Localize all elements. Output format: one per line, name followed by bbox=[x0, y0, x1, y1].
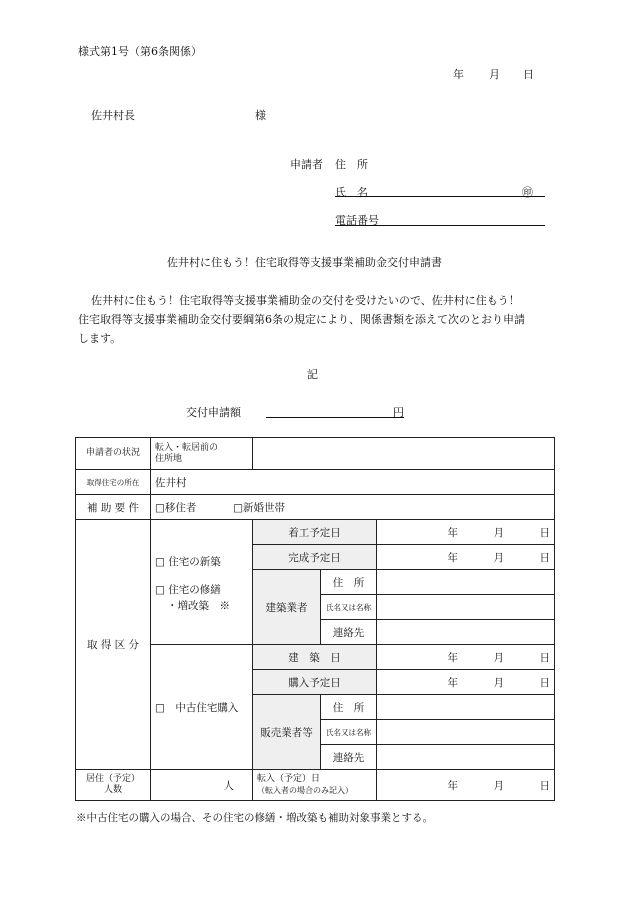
body-line-3: します。 bbox=[78, 332, 122, 345]
renovate-note: ・増改築 ※ bbox=[167, 600, 230, 612]
move-in-label: 転入（予定）日 （転入者の場合のみ記入） bbox=[253, 770, 377, 801]
footnote: ※中古住宅の購入の場合、その住宅の修繕・増改築も補助対象事業とする。 bbox=[76, 812, 433, 824]
seller-address-input[interactable] bbox=[377, 695, 555, 720]
seller-label: 販売業者等 bbox=[253, 695, 321, 770]
table-row bbox=[76, 770, 555, 801]
status-label: 申請者の状況 bbox=[76, 438, 151, 470]
table-row bbox=[76, 520, 555, 545]
complete-date-label: 完成予定日 bbox=[253, 545, 377, 570]
checkbox-new-build[interactable]: □ 住宅の新築 bbox=[155, 556, 221, 568]
date-year: 年 bbox=[453, 68, 464, 81]
prev-address-input[interactable] bbox=[253, 438, 555, 470]
amount-unit: 円 bbox=[393, 406, 404, 419]
builder-name-input[interactable] bbox=[377, 595, 555, 620]
table-row bbox=[76, 438, 555, 470]
builder-address-input[interactable] bbox=[377, 570, 555, 595]
residents-field[interactable]: 人 bbox=[151, 770, 253, 801]
date-day: 日 bbox=[523, 68, 534, 81]
checkbox-used-house[interactable]: □ 中古住宅購入 bbox=[155, 701, 239, 714]
amount-underline bbox=[266, 417, 404, 418]
purchase-date-field[interactable]: 年 月 日 bbox=[377, 670, 555, 695]
move-in-date-field[interactable]: 年 月 日 bbox=[377, 770, 555, 801]
location-value: 佐井村 bbox=[151, 470, 555, 495]
seller-address-label: 住 所 bbox=[321, 695, 377, 720]
requirement-label: 補 助 要 件 bbox=[76, 495, 151, 520]
builder-address-label: 住 所 bbox=[321, 570, 377, 595]
built-date-field[interactable]: 年 月 日 bbox=[377, 645, 555, 670]
builder-label: 建築業者 bbox=[253, 570, 321, 645]
ki-mark: 記 bbox=[307, 368, 318, 381]
seller-contact-label: 連絡先 bbox=[321, 745, 377, 770]
date-month: 月 bbox=[489, 68, 500, 81]
application-table bbox=[75, 437, 555, 801]
builder-contact-label: 連絡先 bbox=[321, 620, 377, 645]
checkbox-migrant[interactable]: □移住者 bbox=[155, 501, 197, 514]
addressee-name: 佐井村長 bbox=[91, 109, 135, 122]
new-renovate-options bbox=[151, 520, 253, 645]
builder-contact-input[interactable] bbox=[377, 620, 555, 645]
prev-address-label: 転入・転居前の 住所地 bbox=[151, 438, 253, 470]
seller-contact-input[interactable] bbox=[377, 745, 555, 770]
table-row bbox=[76, 470, 555, 495]
start-date-label: 着工予定日 bbox=[253, 520, 377, 545]
builder-name-label: 氏名又は名称 bbox=[321, 595, 377, 620]
purchase-date-label: 購入予定日 bbox=[253, 670, 377, 695]
form-number: 様式第1号（第6条関係） bbox=[78, 45, 202, 58]
applicant-name-label: 氏 名 bbox=[335, 186, 368, 199]
category-label: 取 得 区 分 bbox=[76, 520, 151, 770]
amount-label: 交付申請額 bbox=[186, 406, 241, 419]
checkbox-newlywed[interactable]: □新婚世帯 bbox=[233, 501, 286, 514]
applicant-address-label: 住 所 bbox=[335, 158, 368, 171]
document-title: 佐井村に住もう！住宅取得等支援事業補助金交付申請書 bbox=[167, 256, 442, 269]
residents-label: 居住（予定） 人数 bbox=[76, 770, 151, 801]
location-label: 取得住宅の所在 bbox=[76, 470, 151, 495]
table-row bbox=[76, 495, 555, 520]
body-line-1: 佐井村に住もう！住宅取得等支援事業補助金の交付を受けたいので、佐井村に住もう！ bbox=[91, 294, 520, 307]
checkbox-renovate[interactable]: □ 住宅の修繕 bbox=[155, 584, 221, 596]
seller-name-input[interactable] bbox=[377, 720, 555, 745]
built-date-label: 建 築 日 bbox=[253, 645, 377, 670]
used-house-option bbox=[151, 645, 253, 770]
applicant-label: 申請者 bbox=[290, 158, 323, 171]
applicant-phone-label: 電話番号 bbox=[335, 214, 379, 227]
seal-mark: ㊞ bbox=[522, 186, 533, 199]
requirement-options bbox=[151, 495, 555, 520]
seller-name-label: 氏名又は名称 bbox=[321, 720, 377, 745]
body-line-2: 住宅取得等支援事業補助金交付要綱第6条の規定により、関係書類を添えて次のとおり申請 bbox=[78, 313, 525, 326]
complete-date-field[interactable]: 年 月 日 bbox=[377, 545, 555, 570]
start-date-field[interactable]: 年 月 日 bbox=[377, 520, 555, 545]
addressee-honorific: 様 bbox=[255, 109, 266, 122]
